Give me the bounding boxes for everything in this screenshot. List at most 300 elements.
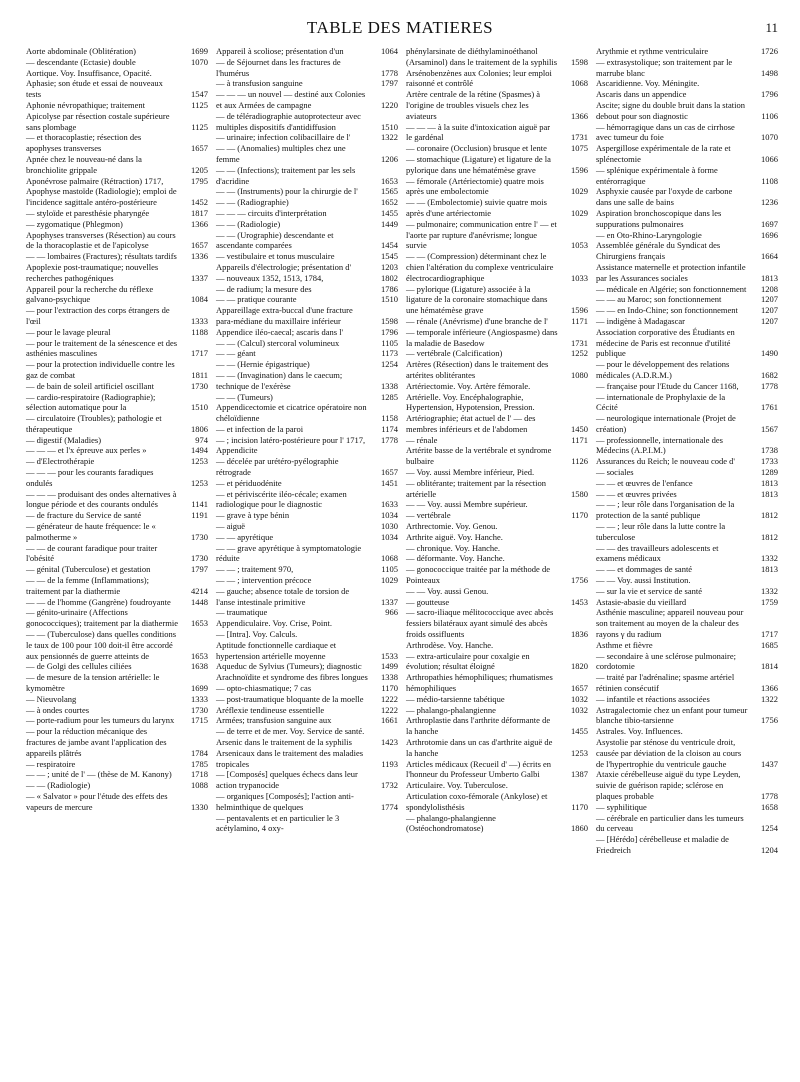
index-entry-text: — indigène à Madagascar bbox=[596, 315, 685, 326]
index-entry-text: — pour le traitement de la sénescence et des asthénies masculines bbox=[26, 337, 178, 359]
index-entry bbox=[596, 834, 778, 856]
index-entry-text: — — — produisant des ondes alternatives à longue période et des courants ondulés bbox=[26, 488, 177, 510]
index-entry bbox=[596, 651, 778, 673]
index-entry-page: 1453 bbox=[571, 596, 588, 607]
index-entry-text: Apoplexie post-traumatique; nouvelles recherches pathogéniques bbox=[26, 261, 159, 283]
index-entry-text: Ataxie cérébelleuse aiguë du type Leyden, suivie de guérison rapide; sclérose en plaques probable bbox=[596, 769, 741, 801]
index-entry bbox=[216, 359, 398, 370]
index-entry-text: — médio-tarsienne tabétique bbox=[406, 693, 505, 704]
index-entry bbox=[596, 456, 778, 467]
index-entry-page: 1731 bbox=[571, 337, 588, 348]
index-entry bbox=[596, 78, 778, 89]
index-entry bbox=[596, 521, 778, 543]
index-entry bbox=[216, 392, 398, 403]
index-entry bbox=[406, 445, 588, 467]
index-entry bbox=[26, 715, 208, 726]
index-entry-text: — traumatique bbox=[216, 607, 268, 618]
index-entry-text: — — de courant faradique pour traiter l'obésité bbox=[26, 542, 158, 564]
index-entry-text: Arthrodèse. Voy. Hanche. bbox=[406, 639, 494, 650]
index-entry bbox=[216, 78, 398, 89]
index-entry-page: 1718 bbox=[191, 769, 208, 780]
index-entry-text: Apophyse mastoïde (Radiologie); emploi de l'incidence sagittale antéro-postérieure bbox=[26, 186, 177, 208]
index-entry bbox=[216, 629, 398, 640]
index-entry-page: 1322 bbox=[381, 132, 398, 143]
index-entry-text: — de terre et de mer. Voy. Service de santé. bbox=[216, 726, 365, 737]
index-entry bbox=[596, 284, 778, 295]
index-entry-page: 1171 bbox=[571, 315, 588, 326]
index-entry-page: 1778 bbox=[381, 67, 398, 78]
index-entry-text: — phalango-phalangienne (Ostéochondromatose) bbox=[406, 812, 496, 834]
index-entry-text: — styloïde et paresthésie pharyngée bbox=[26, 207, 150, 218]
index-entry bbox=[406, 197, 588, 219]
index-entry-text: — internationale de Prophylaxie de la Cécité bbox=[596, 391, 726, 413]
index-entry bbox=[596, 597, 778, 608]
index-entry-page: 1652 bbox=[381, 197, 398, 208]
index-entry bbox=[216, 813, 398, 835]
index-entry bbox=[26, 467, 208, 489]
index-entry-page: 1795 bbox=[191, 175, 208, 186]
index-entry bbox=[26, 672, 208, 694]
index-entry-page: 1207 bbox=[761, 305, 778, 316]
index-entry-text: — — Voy. aussi Genou. bbox=[406, 585, 489, 596]
index-entry-page: 1657 bbox=[571, 683, 588, 694]
index-entry-text: — pour la réduction mécanique des fractures de jambe avant l'application des appareils plâtrés bbox=[26, 726, 167, 758]
index-entry-text: — Voy. aussi Membre inférieur, Pied. bbox=[406, 467, 535, 478]
index-entry-page: 1448 bbox=[191, 596, 208, 607]
index-entry-page: 1125 bbox=[191, 121, 208, 132]
index-entry bbox=[26, 327, 208, 338]
index-entry bbox=[26, 575, 208, 597]
index-entry-page: 1510 bbox=[191, 402, 208, 413]
index-entry-text: — — lombaires (Fractures); résultats tardifs bbox=[26, 251, 177, 262]
index-entry-text: Artérite basse de la vertébrale et syndrome bulbaire bbox=[406, 445, 552, 467]
index-entry-page: 1726 bbox=[761, 46, 778, 56]
index-entry-page: 1756 bbox=[761, 715, 778, 726]
index-entry bbox=[406, 435, 588, 446]
index-entry-page: 1715 bbox=[191, 715, 208, 726]
index-entry bbox=[26, 359, 208, 381]
index-entry bbox=[406, 176, 588, 198]
index-entry bbox=[216, 143, 398, 165]
index-entry-text: Aspergillose expérimentale de la rate et splénectomie bbox=[596, 143, 731, 164]
index-entry-text: Astragalectomie chez un enfant pour tumeur blanche tibio-tarsienne bbox=[596, 704, 748, 726]
index-entry-text: Armées; transfusion sanguine aux bbox=[216, 715, 332, 726]
index-entry-page: 1336 bbox=[191, 251, 208, 262]
index-entry-text: — vertébrale bbox=[406, 510, 451, 521]
index-entry-text: Ascaris dans un appendice bbox=[596, 89, 687, 100]
index-entry bbox=[26, 392, 208, 414]
index-entry-page: 1289 bbox=[761, 467, 778, 478]
index-entry-page: 1455 bbox=[381, 207, 398, 218]
index-column-2 bbox=[212, 46, 402, 1076]
index-entry bbox=[596, 100, 778, 122]
index-entry bbox=[26, 208, 208, 219]
index-entry-text: Arthropathies hémophiliques; rhumatismes hémophiliques bbox=[406, 672, 553, 694]
index-entry bbox=[216, 748, 398, 770]
index-entry bbox=[216, 694, 398, 705]
index-entry-text: — — pratique courante bbox=[216, 294, 297, 305]
index-entry bbox=[406, 68, 588, 90]
index-entry bbox=[26, 284, 208, 306]
index-entry bbox=[26, 607, 208, 629]
index-entry bbox=[216, 111, 398, 133]
index-entry bbox=[406, 694, 588, 705]
index-entry-text: — zygomatique (Phlegmon) bbox=[26, 218, 123, 229]
index-entry-text: — — de la femme (Inflammations); traitement par la diathermie bbox=[26, 575, 149, 596]
index-entry bbox=[26, 100, 208, 111]
index-entry-text: — phalango-phalangienne bbox=[406, 704, 496, 715]
index-entry bbox=[26, 445, 208, 456]
index-entry-text: — — Voy. aussi Membre supérieur. bbox=[406, 499, 528, 510]
index-entry-page: 1786 bbox=[381, 283, 398, 294]
index-entry-page: 1030 bbox=[381, 521, 398, 532]
index-entry bbox=[26, 543, 208, 565]
index-entry-page: 1731 bbox=[571, 132, 588, 143]
index-entry-page: 1653 bbox=[191, 650, 208, 661]
index-entry-page: 1778 bbox=[761, 790, 778, 801]
index-entry-text: — — (Radiologie) bbox=[26, 780, 91, 791]
index-entry-text: — et périviscérite iléo-cécale; examen radiologique pour le diagnostic bbox=[216, 488, 347, 510]
index-entry bbox=[216, 672, 398, 683]
index-entry-text: — — des travailleurs adolescents et examens médicaux bbox=[596, 542, 719, 564]
index-entry-page: 1170 bbox=[381, 683, 398, 694]
index-entry-page: 1333 bbox=[191, 693, 208, 704]
index-entry bbox=[216, 402, 398, 424]
index-entry-text: — nouveaux 1352, 1513, 1784, bbox=[216, 272, 324, 283]
index-entry bbox=[26, 338, 208, 360]
index-entry bbox=[596, 143, 778, 165]
index-entry-text: Association corporative des Étudiants en médecine de Paris est reconnue d'utilité publique bbox=[596, 326, 735, 359]
index-entry-text: — — de l'homme (Gangrène) foudroyante bbox=[26, 596, 171, 607]
index-entry bbox=[216, 445, 398, 456]
index-entry-page: 1330 bbox=[191, 801, 208, 812]
index-entry bbox=[406, 564, 588, 586]
index-entry-text: — de fracture du Service de santé bbox=[26, 510, 142, 521]
index-entry bbox=[406, 586, 588, 597]
index-entry bbox=[406, 284, 588, 316]
index-entry-page: 1205 bbox=[191, 164, 208, 175]
index-entry-text: — syphilitique bbox=[596, 801, 647, 812]
index-entry-text: Arythmie et rythme ventriculaire bbox=[596, 46, 709, 56]
index-entry-text: — — (Anomalies) multiples chez une femme bbox=[216, 143, 346, 164]
index-entry bbox=[26, 111, 208, 133]
index-entry bbox=[26, 759, 208, 770]
index-entry-text: Aponévrose palmaire (Rétraction) 1717, bbox=[26, 175, 164, 186]
index-entry bbox=[216, 586, 398, 608]
index-entry bbox=[406, 510, 588, 521]
index-entry-text: — de téléradiographie autoprotecteur avec multiples dispositifs d'antidiffusion bbox=[216, 110, 361, 132]
index-entry-text: — stomachique (Ligature) et ligature de la pylorique dans une hématémèse grave bbox=[406, 153, 551, 175]
index-entry bbox=[596, 575, 778, 586]
index-entry-page: 1785 bbox=[191, 758, 208, 769]
index-entry-text: — décelée par urétéro-pyélographie rétrograde bbox=[216, 456, 339, 478]
index-entry-page: 1658 bbox=[761, 801, 778, 812]
index-entry-page: 1207 bbox=[761, 315, 778, 326]
index-entry-page: 1806 bbox=[191, 423, 208, 434]
index-entry bbox=[596, 122, 778, 144]
index-entry-page: 1032 bbox=[571, 704, 588, 715]
index-entry-text: — — (Invagination) dans le caecum; technique de l'exérèse bbox=[216, 369, 343, 391]
index-entry-text: — Nieuvolang bbox=[26, 693, 77, 704]
index-entry-text: — — ; leur rôle dans la lutte contre la tuberculose bbox=[596, 521, 726, 542]
index-entry-text: — — ; intervention précoce bbox=[216, 575, 312, 586]
index-entry-page: 1814 bbox=[761, 661, 778, 672]
index-entry bbox=[596, 208, 778, 230]
index-entry-text: Aspiration bronchoscopique dans les suppurations pulmonaires bbox=[596, 207, 722, 229]
index-entry-page: 1813 bbox=[761, 272, 778, 283]
index-entry-text: — urinaire; infection colibacillaire de l' bbox=[216, 132, 351, 143]
index-entry-page: 1533 bbox=[381, 650, 398, 661]
index-entry-text: — chronique. Voy. Hanche. bbox=[406, 542, 501, 553]
index-entry bbox=[596, 381, 778, 392]
index-entry-page: 1070 bbox=[191, 56, 208, 67]
index-entry-text: — génito-urinaire (Affections gonococciques); traitement par la diathermie bbox=[26, 607, 178, 629]
index-entry-page: 1338 bbox=[381, 380, 398, 391]
index-entry-text: — [Hérédo] cérébelleuse et maladie de Friedreich bbox=[596, 834, 729, 855]
index-entry-page: 1080 bbox=[571, 369, 588, 380]
index-entry-page: 1125 bbox=[191, 99, 208, 110]
index-entry-text: Artérielle. Voy. Encéphalographie, Hypertension, Hypotension, Pression. bbox=[406, 391, 535, 413]
index-entry-page: 1034 bbox=[381, 531, 398, 542]
index-entry-page: 1454 bbox=[381, 240, 398, 251]
index-entry-page: 1836 bbox=[571, 629, 588, 640]
index-entry bbox=[596, 726, 778, 737]
index-entry-text: — et thoracoplastie; résection des apophyses transverses bbox=[26, 132, 142, 154]
index-entry-page: 1638 bbox=[191, 661, 208, 672]
index-entry bbox=[596, 478, 778, 489]
index-entry bbox=[406, 640, 588, 651]
index-entry-page: 1759 bbox=[761, 596, 778, 607]
index-entry bbox=[216, 327, 398, 338]
index-entry-text: — hémorragique dans un cas de cirrhose avec tumeur du foie bbox=[596, 121, 735, 143]
index-entry bbox=[216, 737, 398, 748]
index-entry-page: 1207 bbox=[761, 294, 778, 305]
index-entry-page: 1193 bbox=[381, 758, 398, 769]
index-entry bbox=[26, 381, 208, 392]
index-entry-page: 1685 bbox=[761, 639, 778, 650]
index-entry bbox=[26, 780, 208, 791]
index-entry-text: — pulmonaire; communication entre l' — et l'aorte par rupture d'anévrisme; longue survie bbox=[406, 218, 557, 251]
index-entry bbox=[596, 165, 778, 187]
index-entry-text: — à transfusion sanguine bbox=[216, 78, 303, 89]
index-entry-text: — — (Tumeurs) bbox=[216, 391, 273, 402]
index-entry-text: — — ; leur rôle dans l'organisation de la protection de la santé publique bbox=[596, 499, 735, 521]
index-entry-text: Aphasie; son étude et essai de nouveaux tests bbox=[26, 78, 163, 100]
index-entry-text: — générateur de haute fréquence: le « palmotherme » bbox=[26, 521, 156, 542]
index-entry bbox=[596, 327, 778, 359]
index-entry-text: — — — et l'x épreuve aux perles » bbox=[26, 445, 147, 456]
index-entry-text: Apophyses transverses (Résection) au cours de la thoracoplastie et de l'apicolyse bbox=[26, 229, 176, 251]
index-entry-page: 1820 bbox=[571, 661, 588, 672]
index-entry-page: 1860 bbox=[571, 823, 588, 834]
index-entry-page: 1657 bbox=[191, 240, 208, 251]
index-entry bbox=[406, 89, 588, 121]
index-entry-page: 1580 bbox=[571, 488, 588, 499]
index-entry bbox=[596, 737, 778, 769]
index-entry-text: — à ondes courtes bbox=[26, 704, 90, 715]
index-entry bbox=[406, 672, 588, 694]
index-entry-text: Artères (Résection) dans le traitement des artérites oblitérantes bbox=[406, 359, 549, 380]
index-entry bbox=[216, 575, 398, 586]
index-entry-text: phénylarsinate de diéthylaminoéthanol (Arsaminol) dans le traitement de la syphilis bbox=[406, 46, 558, 67]
index-entry-text: Arsénobenzènes aux Colonies; leur emploi raisonné et contrôlé bbox=[406, 67, 552, 89]
index-entry bbox=[216, 305, 398, 327]
index-entry-page: 1664 bbox=[761, 251, 778, 262]
index-entry-text: Apnée chez le nouveau-né dans la bronchiolite grippale bbox=[26, 153, 142, 175]
index-entry-text: — digestif (Maladies) bbox=[26, 434, 102, 445]
index-entry bbox=[406, 143, 588, 154]
index-entry-text: Appendicite bbox=[216, 445, 258, 456]
index-entry bbox=[596, 316, 778, 327]
index-entry-text: — — (Tuberculose) dans quelles conditions le taux de 100 pour 100 doit-il être accordé aux pensionnés de guerre atteints de bbox=[26, 629, 177, 661]
index-entry-text: Asthme et fièvre bbox=[596, 639, 653, 650]
index-entry-page: 1285 bbox=[381, 391, 398, 402]
index-entry-text: — de mesure de la tension artérielle: le kymomètre bbox=[26, 672, 160, 694]
index-entry bbox=[596, 672, 778, 694]
index-entry bbox=[406, 597, 588, 608]
index-entry-text: Aphonie névropathique; traitement bbox=[26, 99, 145, 110]
index-entry-text: Assurances du Reich; le nouveau code d' bbox=[596, 456, 735, 467]
index-entry bbox=[406, 122, 588, 144]
index-entry bbox=[596, 57, 778, 79]
index-entry-page: 1598 bbox=[571, 56, 588, 67]
index-entry bbox=[216, 683, 398, 694]
index-entry-page: 1053 bbox=[571, 240, 588, 251]
index-entry bbox=[596, 586, 778, 597]
page-number: 11 bbox=[765, 20, 778, 35]
index-entry-text: Aréflexie tendineuse essentielle bbox=[216, 704, 325, 715]
index-entry bbox=[216, 219, 398, 230]
index-entry-page: 1029 bbox=[571, 186, 588, 197]
index-entry-page: 1813 bbox=[761, 477, 778, 488]
index-entry bbox=[216, 208, 398, 219]
index-entry-text: Apicolyse par résection costale supérieure sans plombage bbox=[26, 110, 170, 132]
index-entry-text: — pentavalents et en particulier le 3 acétylamino, 4 oxy- bbox=[216, 812, 340, 834]
index-entry-page: 1730 bbox=[191, 704, 208, 715]
index-entry bbox=[406, 413, 588, 435]
index-entry-page: 1236 bbox=[761, 197, 778, 208]
index-entry-text: Articulation coxo-fémorale (Ankylose) et spondylolisthésis bbox=[406, 790, 548, 812]
index-entry-text: — rénale bbox=[406, 434, 438, 445]
index-entry bbox=[216, 791, 398, 813]
index-entry-text: — goutteuse bbox=[406, 596, 450, 607]
index-entry-text: — — (Calcul) stercoral volumineux bbox=[216, 337, 340, 348]
index-entry bbox=[596, 435, 778, 457]
index-entry-page: 1366 bbox=[191, 218, 208, 229]
index-entry-page: 1253 bbox=[571, 747, 588, 758]
index-entry-text: — opto-chiasmatique; 7 cas bbox=[216, 683, 312, 694]
index-entry-text: — — — un nouvel — destiné aux Colonies et aux Armées de campagne bbox=[216, 89, 366, 110]
index-entry-page: 1105 bbox=[381, 564, 398, 575]
index-entry-page: 1596 bbox=[571, 164, 588, 175]
index-column-1 bbox=[22, 46, 212, 1076]
index-entry bbox=[216, 532, 398, 543]
index-entry bbox=[26, 769, 208, 780]
index-entry-page: 1208 bbox=[761, 283, 778, 294]
index-entry-text: — — géant bbox=[216, 348, 256, 359]
index-entry-page: 1170 bbox=[571, 510, 588, 521]
index-entry-text: — pour le développement des relations médicales (A.D.R.M.) bbox=[596, 359, 730, 380]
index-entry bbox=[406, 219, 588, 251]
index-entry-text: — — — à la suite d'intoxication aiguë par le gardénal bbox=[406, 121, 551, 143]
index-entry-page: 1784 bbox=[191, 747, 208, 758]
index-entry-text: — coronaire (Occlusion) brusque et lente bbox=[406, 143, 547, 154]
index-entry-text: Arachnoïdite et syndrome des fibres longues bbox=[216, 672, 368, 683]
index-entry-page: 4214 bbox=[191, 585, 208, 596]
index-entry bbox=[596, 564, 778, 575]
index-entry-page: 1812 bbox=[761, 510, 778, 521]
index-entry bbox=[26, 230, 208, 252]
index-entry-text: — — et dommages de santé bbox=[596, 564, 693, 575]
index-entry bbox=[216, 661, 398, 672]
index-entry bbox=[216, 46, 398, 57]
index-entry bbox=[406, 607, 588, 639]
index-entry-page: 1657 bbox=[191, 143, 208, 154]
index-entry bbox=[406, 791, 588, 813]
index-entry bbox=[26, 78, 208, 100]
index-entry-text: — — (Radiographie) bbox=[216, 197, 289, 208]
index-entry-text: Aptitude fonctionnelle cardiaque et hypertension artérielle moyenne bbox=[216, 639, 337, 661]
index-entry-page: 1032 bbox=[571, 693, 588, 704]
index-entry-page: 1450 bbox=[571, 423, 588, 434]
index-columns bbox=[22, 46, 782, 1076]
index-entry-page: 1567 bbox=[761, 423, 778, 434]
index-entry-text: Aqueduc de Sylvius (Tumeurs); diagnostic bbox=[216, 661, 362, 672]
page-header bbox=[0, 14, 800, 44]
index-entry-page: 1366 bbox=[761, 683, 778, 694]
index-entry-text: — — (Compression) déterminant chez le chien l'altération du complexe ventriculaire électrocardiographique bbox=[406, 251, 554, 283]
index-entry-page: 1338 bbox=[381, 672, 398, 683]
index-entry-text: — vestibulaire et tonus musculaire bbox=[216, 251, 335, 262]
index-entry-text: Artériographie; état actuel de l' — des membres inférieurs et de l'abdomen bbox=[406, 413, 536, 434]
index-entry-page: 1510 bbox=[381, 121, 398, 132]
index-entry bbox=[406, 359, 588, 381]
index-entry-page: 1451 bbox=[381, 477, 398, 488]
index-entry-page: 1499 bbox=[381, 661, 398, 672]
index-entry-page: 1126 bbox=[571, 456, 588, 467]
index-entry-page: 1337 bbox=[191, 272, 208, 283]
index-entry-page: 1812 bbox=[761, 531, 778, 542]
index-entry bbox=[596, 694, 778, 705]
index-entry-page: 1158 bbox=[381, 413, 398, 424]
index-entry bbox=[406, 521, 588, 532]
index-entry bbox=[216, 273, 398, 284]
index-entry bbox=[26, 456, 208, 467]
index-entry-page: 1084 bbox=[191, 294, 208, 305]
index-entry-text: — et périduodénite bbox=[216, 477, 282, 488]
index-entry bbox=[406, 499, 588, 510]
index-entry-page: 1730 bbox=[191, 380, 208, 391]
index-entry-text: Aorte abdominale (Oblitération) bbox=[26, 46, 136, 56]
index-entry-page: 1797 bbox=[381, 78, 398, 89]
index-entry-page: 1817 bbox=[191, 207, 208, 218]
index-entry-text: — « Salvator » pour l'étude des effets des vapeurs de mercure bbox=[26, 790, 168, 812]
index-entry-page: 1813 bbox=[761, 488, 778, 499]
index-entry-text: — descendante (Ectasie) double bbox=[26, 56, 136, 67]
index-entry-page: 1717 bbox=[761, 629, 778, 640]
index-entry-page: 1254 bbox=[761, 823, 778, 834]
index-entry-page: 1029 bbox=[381, 575, 398, 586]
index-entry bbox=[216, 197, 398, 208]
index-entry bbox=[216, 478, 398, 489]
index-entry-text: — post-traumatique bloquante de la moelle bbox=[216, 693, 364, 704]
index-entry-page: 1088 bbox=[191, 780, 208, 791]
index-entry-page: 1756 bbox=[571, 575, 588, 586]
index-entry-page: 1811 bbox=[191, 369, 208, 380]
index-entry bbox=[26, 661, 208, 672]
index-entry-text: — — (Infections); traitement par les sels d'acridine bbox=[216, 164, 356, 186]
index-entry-text: — — (Hernie épigastrique) bbox=[216, 359, 310, 370]
